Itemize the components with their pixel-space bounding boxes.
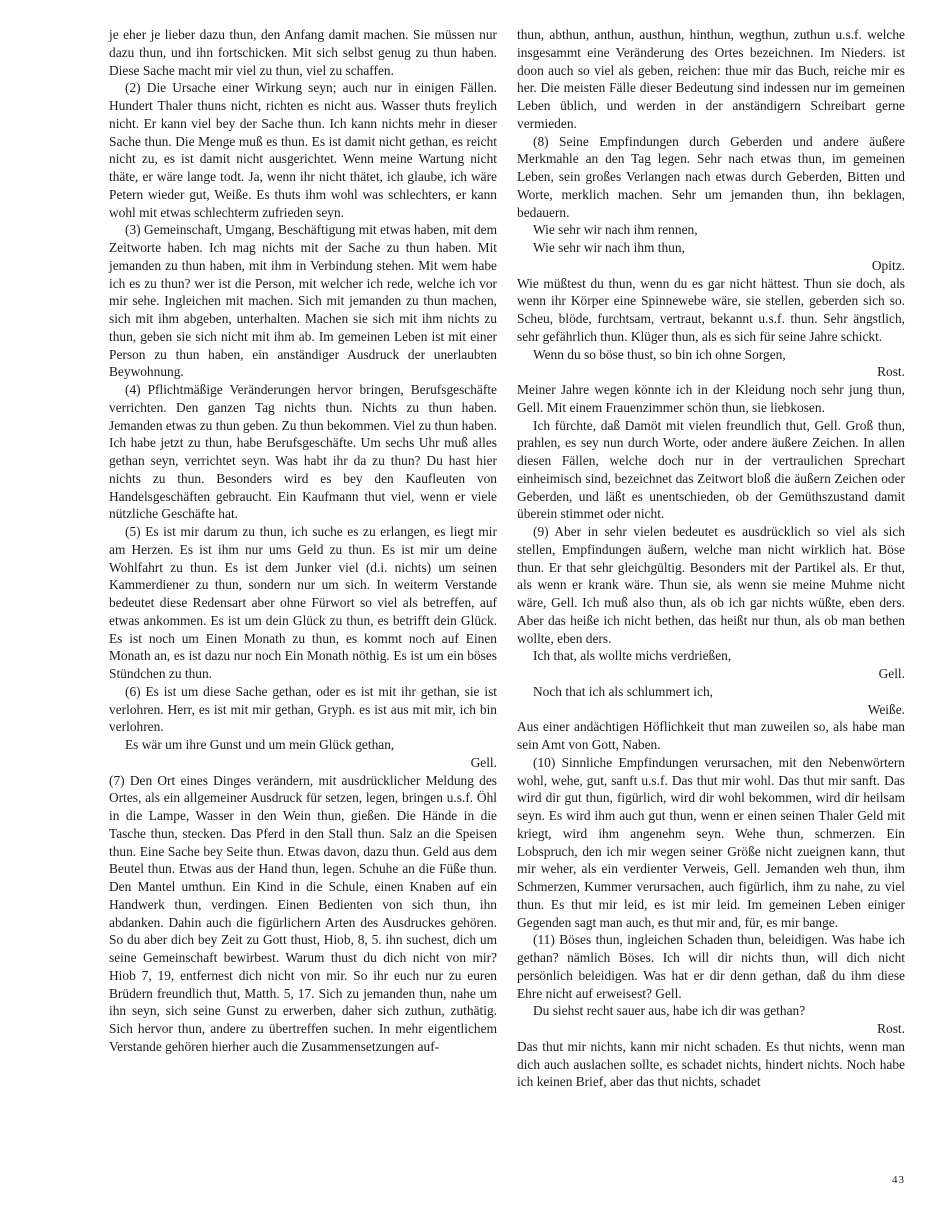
right-paragraph: (8) Seine Empfindungen durch Geberden und andere äußere Merkmahle an den Tag legen. Sehr nach etwas thun, im gemeinen Leben, sein großes Verlangen nach etwas durch Geberden, Bitten und Worte, merklich machen. Sehr um jemanden thun, ihn beklagen, bedauern. [517, 133, 905, 220]
left-paragraph: (6) Es ist um diese Sache gethan, oder es ist mit ihr gethan, sie ist verlohren. Herr, es ist mit mir gethan, Gryph. es ist aus mit mir, ich bin verlohren. [109, 683, 497, 735]
right-paragraph: (9) Aber in sehr vielen bedeutet es ausdrücklich so viel als sich stellen, Empfindungen äußern, welche man nicht wirklich hat. Böse thun. Er that sehr gleichgültig. Besonders mit der Partikel als. Er thut, als wenn er krank wäre. Thun sie, als wenn sie meine Muhme nicht wäre, Gell. Ich muß also thun, als ob ich gar nichts wüßte, eben ders. Aber das heiße ich nicht bethen, das heißt nur thun, als ob man bethen wollte, eben ders. [517, 524, 905, 646]
page-number: 43 [892, 1174, 905, 1186]
right-paragraph: Das thut mir nichts, kann mir nicht schaden. Es thut nichts, wenn man dich auch auslachen sollte, es schadet nichts, hindert nichts. Noch habe ich keinen Brief, aber das thut nichts, schadet [517, 1038, 905, 1090]
right-paragraph: (11) Böses thun, ingleichen Schaden thun, beleidigen. Was habe ich gethan? nämlich Böses. Ich will dir nichts thun, will dich nicht persönlich beleidigen. Was hat er dir denn gethan, daß du ihm diese Ehre nicht auf erweisest? Gell. [517, 932, 905, 1001]
left-attribution: Gell. [470, 754, 497, 770]
right-verse-line: Ich that, als wollte michs verdrießen, [533, 648, 732, 664]
right-verse-line: Wie sehr wir nach ihm thun, [533, 240, 685, 255]
right-verse-line: Wenn du so böse thust, so bin ich ohne Sorgen, [533, 346, 786, 362]
right-verse-line: Du siehst recht sauer aus, habe ich dir was gethan? [533, 1003, 806, 1019]
right-paragraph: thun, abthun, anthun, austhun, hinthun, wegthun, zuthun u.s.f. welche insgesammt eine Veränderung des Ortes bezeichnen. Im Nieders. ist doon auch so viel als geben, reichen: thue mir das Buch, reiche mir es her. Die meisten Fälle dieser Bedeutung sind indessen nur im gemeinen Leben üblich, und werden in der anständigern Schreibart gerne vermieden. [517, 27, 905, 131]
right-verse-line: Wie sehr wir nach ihm rennen, [533, 222, 698, 238]
right-paragraph: (10) Sinnliche Empfindungen verursachen, mit den Nebenwörtern wohl, wehe, gut, sanft u.s.f. Das thut mir wohl. Das thut mir sanft. Das wird dir gut thun, figürlich, wird dir wohl bekommen, wird dir heilsam seyn. Es wird ihm auch gut thun, wenn er einen seinen Thaler Geld mit kriegt, wird ihm angenehm seyn. Wehe thun, schmerzen. Ein Lobspruch, den ich mir wegen seiner Größe nicht zueignen kann, thut mir weher, als ein verdienter Verweis, Gell. Jemanden weh thun, ihm Schmerzen, Kummer verursachen, auch figürlich, ihm zu nahe, zu viel thun. Es thut mir leid, es ist mir leid. Im gemeinen Leben einiger Gegenden sagt man auch, es thut mir and, für, es mir bange. [517, 754, 905, 930]
left-paragraph: (4) Pflichtmäßige Veränderungen hervor bringen, Berufsgeschäfte verrichten. Den ganzen Tag nichts thun. Nichts zu thun haben. Jemanden etwas zu thun geben. Zu thun bekommen. Viel zu thun haben. Ich habe jetzt zu thun, habe Berufsgeschäfte. Um sechs Uhr muß alles gethan seyn, verrichtet seyn. Was habt ihr da zu thun? Du hast hier nichts zu thun. Besonders wird es bey den Kaufleuten von Handelsgeschäften gebraucht. Ein Kaufmann thut viel, wenn er viele nützliche Geschäfte hat. [109, 382, 497, 522]
right-column [517, 26, 905, 1091]
left-verse-line: Es wär um ihre Gunst und um mein Glück gethan, [125, 737, 395, 752]
right-paragraph: Aus einer andächtigen Höflichkeit thut man zuweilen so, als habe man sein Amt von Gott, Naben. [517, 719, 905, 752]
left-paragraph: (2) Die Ursache einer Wirkung seyn; auch nur in einigen Fällen. Hundert Thaler thuns nicht, richten es nicht aus. Wasser thuts freylich nicht. Er kann viel bey der Sache thun. Ich kann nichts mehr in dieser Sache thun. Die Menge muß es thun. Es ist damit nicht gethan, es reicht nicht zu, es ist damit nicht ausgerichtet. Wenn meine Wartung nicht thäte, er wäre lange todt. Ja, wenn ihr nicht thätet, ich glaube, ich wäre Petern wieder gut, Weiße. Es thuts ihm wohl was schlechters, er kann wohl mit etwas schlechterm zufrieden seyn. [109, 80, 497, 220]
right-attribution: Gell. [878, 666, 905, 681]
left-paragraph: (3) Gemeinschaft, Umgang, Beschäftigung mit etwas haben, mit dem Zeitworte haben. Ich mag nichts mit der Sache zu thun haben. Mit jemanden zu thun haben, mit ihm in Verbindung stehen. Mit wem habe ich es zu thun? wer ist die Person, mit welcher ich rede, welche ich vor mir sehe. Ingleichen mit machen. Sich mit jemanden zu thun machen, sich mit ihm abgeben, unterhalten. Machen sie sich mit ihm nichts zu thun, geben sie sich nicht mit ihm ab. Im gemeinen Leben ist mit einer Person zu thun haben, ein anständiger Ausdruck der unerlaubten Beywohnung. [109, 222, 497, 380]
left-paragraph: je eher je lieber dazu thun, den Anfang damit machen. Sie müssen nur dazu thun, und ihn fortschicken. Mit sich selbst genug zu thun haben. Diese Sache macht mir viel zu thun, viel zu schaffen. [109, 27, 497, 78]
left-paragraph: (5) Es ist mir darum zu thun, ich suche es zu erlangen, es liegt mir am Herzen. Es ist ihm nur ums Geld zu thun. Es ist mir um deine Wohlfahrt zu thun. Es ist dem Junker viel (d.i. nichts) um seinen Kammerdiener zu thun, sondern nur um sich. In weiterm Verstande bedeutet diese Redensart aber ohne Fürwort so viel als betreffen, auf etwas ankommen. Es ist um dein Glück zu thun, es betrifft dein Glück. Es ist noch um Einen Monath zu thun, es kommt noch auf Einen Monath an, es ist dazu nur noch Ein Monath nöthig. Es ist um ein böses Stündchen zu thun. [109, 524, 497, 681]
right-attribution: Weiße. [867, 701, 905, 717]
right-paragraph: Wie müßtest du thun, wenn du es gar nicht hättest. Thun sie doch, als wenn ihr Körper eine Spinnewebe wäre, sie stellen, geberden sich so. Scheu, blöde, furchtsam, vertraut, bekannt u.s.f. thun. Sehr ängstlich, sehr gefährlich thun. Klüger thun, als es sich für seine Jahre schickt. [517, 275, 905, 344]
right-attribution: Rost. [877, 364, 905, 380]
left-column [109, 26, 497, 1056]
right-verse-line: Noch that ich als schlummert ich, [533, 683, 713, 699]
right-paragraph: Meiner Jahre wegen könnte ich in der Kleidung noch sehr jung thun, Gell. Mit einem Frauenzimmer schön thun, sie liebkosen. [517, 382, 905, 415]
right-attribution: Rost. [877, 1021, 905, 1036]
right-attribution: Opitz. [871, 257, 905, 273]
left-paragraph: (7) Den Ort eines Dinges verändern, mit ausdrücklicher Meldung des Ortes, als ein allgemeiner Ausdruck für setzen, legen, bringen u.s.f. Öhl in die Lampe, Wasser in den Wein thun, gießen. Die Hände in die Tasche thun, stecken. Das Pferd in den Stall thun. Salz an die Speisen thun. Eine Sache bey Seite thun. Etwas davon, dazu thun. Geld aus dem Beutel thun. Etwas aus der Hand thun, legen. Schuhe an die Füße thun. Den Mantel umthun. Ein Kind in die Schule, einen Knaben auf ein Handwerk thun, verdingen. Einen Bedienten von sich thun, ihn abdanken. Dahin auch die figürlichern Arten des Ausdruckes gehören. So du aber dich bey Zeit zu Gott thust, Hiob, 8, 5. ihn suchest, dich um seine Gemeinschaft bewirbest. Warum thust du dich nicht von mir? Hiob 7, 19, entfernest dich nicht von mir. So ihr euch nur zu euren Brüdern freundlich thut, Matth. 5, 17. Sich zu jemanden thun, nahe um ihn seyn, sich seine Gunst zu erwerben, daher sich zuthun, zuthätig. Sich hervor thun, andere zu übertreffen suchen. In mehr eigentlichem Verstande gehören hierher auch die Zusammensetzungen auf- [109, 772, 497, 1054]
right-paragraph: Ich fürchte, daß Damöt mit vielen freundlich thut, Gell. Groß thun, prahlen, es sey nun durch Worte, oder andere äußere Zeichen. In allen diesen Fällen, welche doch nur in der vertraulichen Sprechart einheimisch sind, bezeichnet das Zeitwort bloß die äußern Zeichen oder Geberden, und läßt es unentschieden, ob der Gemüthszustand damit überein stimmet oder nicht. [517, 417, 905, 522]
